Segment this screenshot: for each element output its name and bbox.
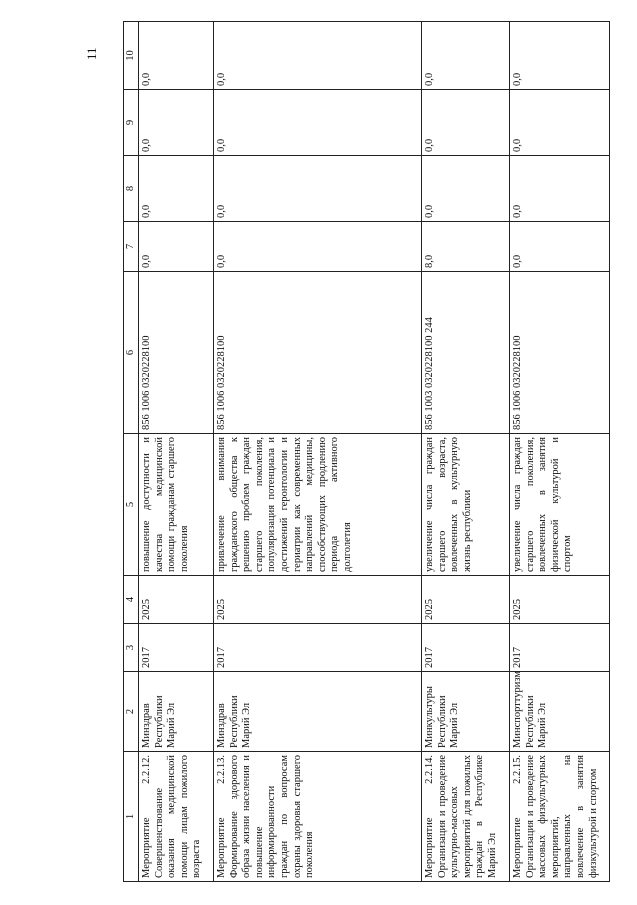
value-cell: 0,0 — [510, 222, 610, 272]
value-cell: 0,0 — [422, 22, 510, 90]
executor-cell: Минздрав Республики Марий Эл — [139, 672, 214, 752]
result-cell: увеличение числа граждан старшего возраста, вовлеченных в культурную жизнь республики — [422, 434, 510, 576]
budget-code-cell: 856 1003 0320228100 244 — [422, 272, 510, 434]
column-header: 9 — [124, 90, 139, 156]
budget-code-cell: 856 1006 0320228100 — [139, 272, 214, 434]
column-header: 8 — [124, 156, 139, 222]
table-row — [214, 22, 422, 882]
value-cell: 0,0 — [214, 90, 422, 156]
table-row — [422, 22, 510, 882]
value-cell: 8,0 — [422, 222, 510, 272]
column-header: 2 — [124, 672, 139, 752]
column-header: 6 — [124, 272, 139, 434]
end-year-cell: 2025 — [510, 576, 610, 624]
value-cell: 0,0 — [510, 156, 610, 222]
table-row — [139, 22, 214, 882]
start-year-cell: 2017 — [214, 624, 422, 672]
budget-code-cell: 856 1006 0320228100 — [214, 272, 422, 434]
table-row — [510, 22, 610, 882]
column-header: 5 — [124, 434, 139, 576]
end-year-cell: 2025 — [139, 576, 214, 624]
start-year-cell: 2017 — [510, 624, 610, 672]
value-cell: 0,0 — [422, 90, 510, 156]
start-year-cell: 2017 — [139, 624, 214, 672]
column-header: 4 — [124, 576, 139, 624]
value-cell: 0,0 — [139, 156, 214, 222]
page-number: 11 — [84, 47, 99, 60]
value-cell: 0,0 — [214, 22, 422, 90]
value-cell: 0,0 — [510, 22, 610, 90]
value-cell: 0,0 — [139, 22, 214, 90]
executor-cell: Минспорттуризм Республики Марий Эл — [510, 672, 610, 752]
value-cell: 0,0 — [422, 156, 510, 222]
value-cell: 0,0 — [139, 222, 214, 272]
column-header: 1 — [124, 752, 139, 882]
measure-cell: Мероприятие 2.2.12. Совершенствование оказания медицинской помощи лицам пожилого возраста — [139, 752, 214, 882]
executor-cell: Минздрав Республики Марий Эл — [214, 672, 422, 752]
result-cell: увеличение числа граждан старшего поколения, вовлеченных в занятия физической культурой и спортом — [510, 434, 610, 576]
measure-cell: Мероприятие 2.2.15. Организация и проведение массовых физкультурных мероприятий, направленных на вовлечение в занятия физкультурой и спортом — [510, 752, 610, 882]
end-year-cell: 2025 — [214, 576, 422, 624]
column-number-row — [124, 22, 139, 882]
value-cell: 0,0 — [214, 156, 422, 222]
result-cell: привлечение внимания гражданского общества к решению проблем граждан старшего поколения, популяризация потенциала и достижений геронтологии и гериатрии как современных направлений медицины, способствующих продлению периода активного долголетия — [214, 434, 422, 576]
value-cell: 0,0 — [214, 222, 422, 272]
end-year-cell: 2025 — [422, 576, 510, 624]
result-cell: повышение доступности и качества медицинской помощи гражданам старшего поколения — [139, 434, 214, 576]
rotated-table-sheet — [123, 22, 610, 882]
executor-cell: Минкультуры Республики Марий Эл — [422, 672, 510, 752]
program-measures-table — [123, 21, 610, 882]
value-cell: 0,0 — [139, 90, 214, 156]
measure-cell: Мероприятие 2.2.14. Организация и проведение культурно-массовых мероприятий для пожилых граждан в Республике Марий Эл — [422, 752, 510, 882]
value-cell: 0,0 — [510, 90, 610, 156]
measure-cell: Мероприятие 2.2.13. Формирование здорового образа жизни населения и повышение информированности граждан по вопросам охраны здоровья старшего поколения — [214, 752, 422, 882]
column-header: 7 — [124, 222, 139, 272]
start-year-cell: 2017 — [422, 624, 510, 672]
budget-code-cell: 856 1006 0320228100 — [510, 272, 610, 434]
column-header: 10 — [124, 22, 139, 90]
column-header: 3 — [124, 624, 139, 672]
